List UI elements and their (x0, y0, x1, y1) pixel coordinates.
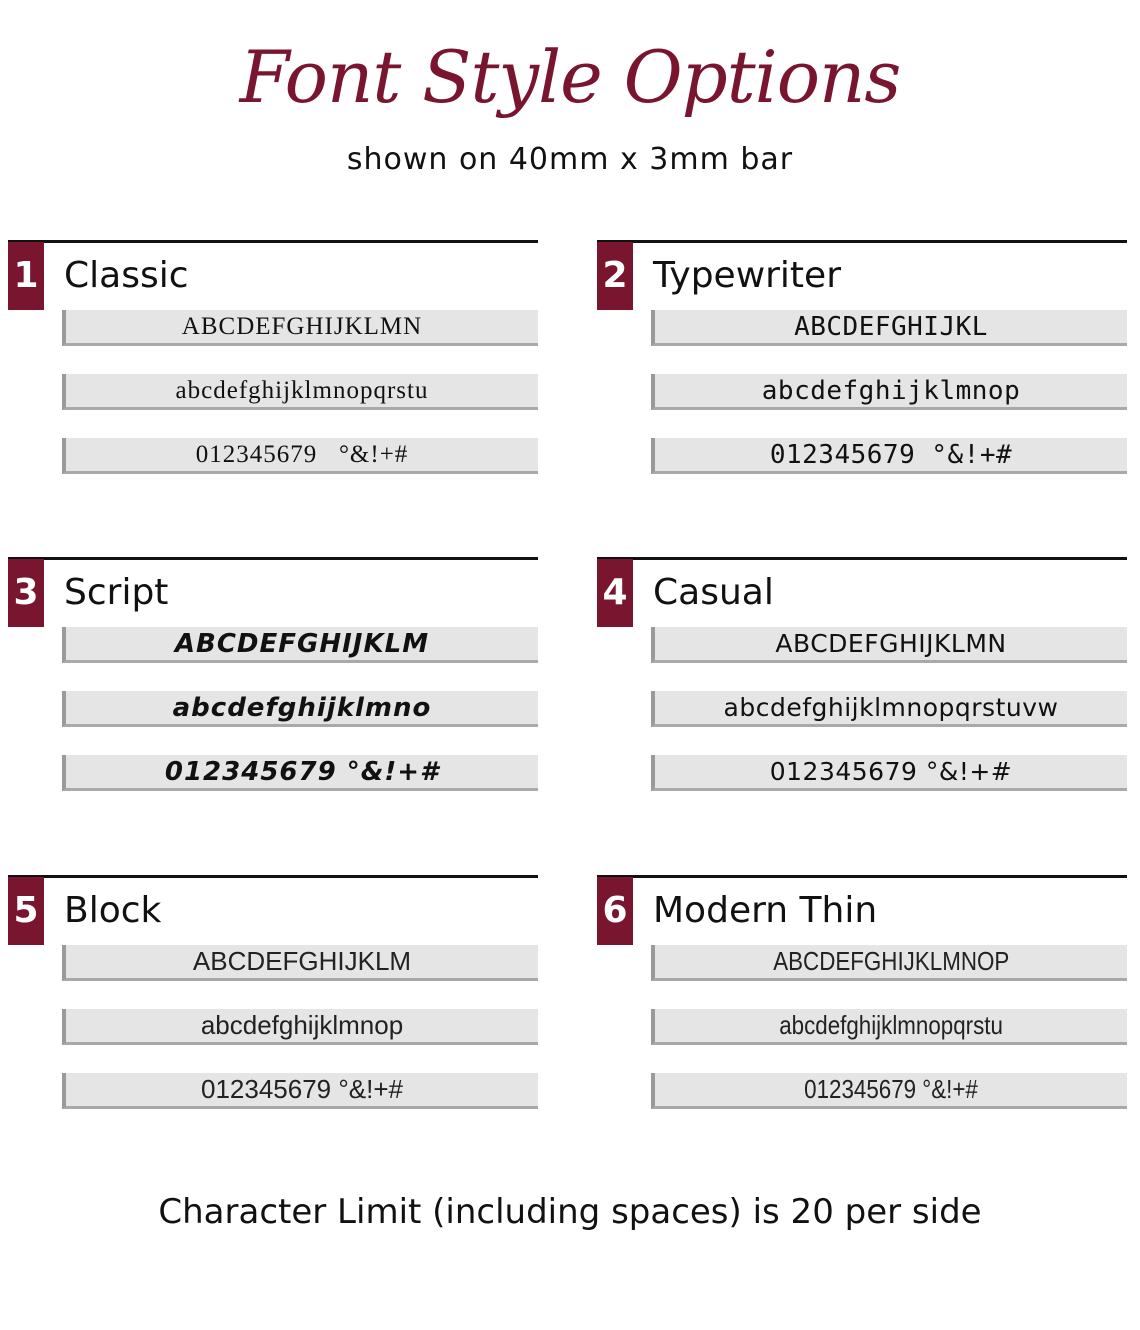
option-number-badge: 1 (8, 242, 44, 310)
sample-text: abcdefghijklmnopqrstu (175, 376, 429, 404)
sample-text: abcdefghijklmnopqrstu (779, 1010, 1003, 1040)
section-divider (8, 557, 538, 560)
page-title: Font Style Options (239, 35, 901, 119)
option-number-badge: 4 (597, 559, 633, 627)
sample-bar-uppercase (651, 627, 1127, 663)
font-option-script (8, 557, 538, 797)
sample-bar-uppercase (651, 310, 1127, 346)
sample-text: 012345679 °&!+# (769, 757, 1013, 786)
option-number-badge: 6 (597, 877, 633, 945)
sample-text: ABCDEFGHIJKLM (174, 628, 430, 659)
sample-bar-numbers (651, 1073, 1127, 1109)
sample-bar-lowercase (62, 691, 538, 727)
sample-bar-lowercase (62, 374, 538, 410)
section-divider (597, 557, 1127, 560)
sample-text: ABCDEFGHIJKLMN (181, 312, 423, 340)
option-name: Block (64, 890, 162, 931)
sample-bar-uppercase (651, 945, 1127, 981)
option-name: Modern Thin (653, 890, 878, 931)
section-divider (8, 875, 538, 878)
font-option-block (8, 875, 538, 1115)
option-name: Script (64, 572, 169, 613)
page-subtitle: shown on 40mm x 3mm bar (346, 142, 794, 177)
sample-text: abcdefghijklmnop (761, 375, 1021, 406)
sample-text: abcdefghijklmnop (200, 1010, 404, 1040)
sample-text: ABCDEFGHIJKLM (192, 946, 412, 976)
option-number-badge: 3 (8, 559, 44, 627)
font-option-modern-thin (597, 875, 1127, 1115)
sample-bar-numbers (651, 438, 1127, 474)
option-name: Casual (653, 572, 774, 613)
font-option-typewriter (597, 240, 1127, 480)
sample-bar-numbers (62, 1073, 538, 1109)
sample-text: 012345679 °&!+# (164, 756, 440, 787)
option-number-badge: 2 (597, 242, 633, 310)
option-name: Typewriter (653, 255, 841, 296)
section-divider (8, 240, 538, 243)
sample-bar-numbers (62, 755, 538, 791)
sample-text: abcdefghijklmnopqrstuvw (723, 693, 1059, 722)
sample-text: ABCDEFGHIJKL (794, 311, 988, 342)
sample-text: 012345679 °&!+# (804, 1074, 978, 1104)
section-divider (597, 875, 1127, 878)
sample-bar-lowercase (651, 691, 1127, 727)
sample-bar-lowercase (651, 1009, 1127, 1045)
sample-bar-lowercase (651, 374, 1127, 410)
option-name: Classic (64, 255, 189, 296)
sample-bar-lowercase (62, 1009, 538, 1045)
sample-text: 012345679 °&!+# (769, 439, 1013, 470)
sample-bar-uppercase (62, 945, 538, 981)
sample-text: abcdefghijklmno (172, 692, 432, 723)
section-divider (597, 240, 1127, 243)
sample-text: ABCDEFGHIJKLMN (775, 629, 1007, 658)
sample-text: 012345679 °&!+# (201, 1074, 403, 1104)
option-number-badge: 5 (8, 877, 44, 945)
sample-bar-numbers (651, 755, 1127, 791)
sample-text: 012345679 °&!+# (195, 440, 409, 468)
font-option-classic (8, 240, 538, 480)
character-limit-note: Character Limit (including spaces) is 20 per side (158, 1192, 982, 1232)
font-option-casual (597, 557, 1127, 797)
sample-bar-uppercase (62, 627, 538, 663)
sample-text: ABCDEFGHIJKLMNOP (772, 946, 1010, 976)
sample-bar-numbers (62, 438, 538, 474)
sample-bar-uppercase (62, 310, 538, 346)
